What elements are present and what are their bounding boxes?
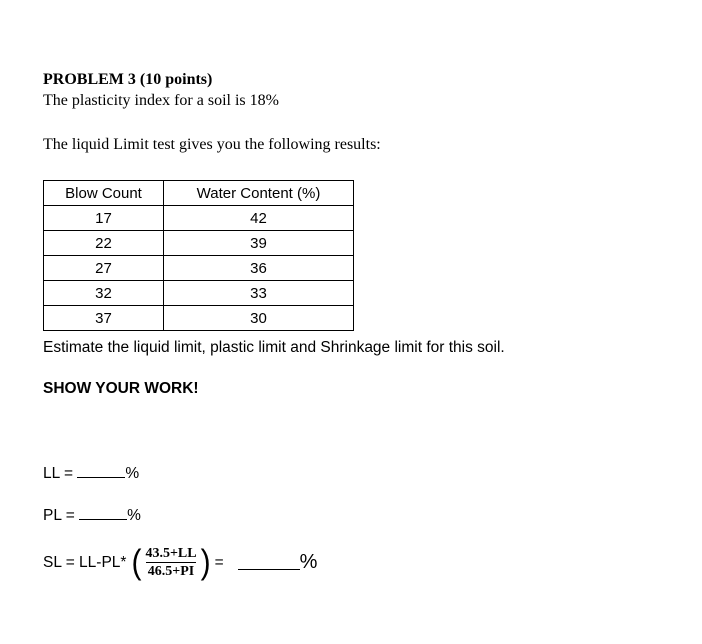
pl-label: PL = xyxy=(43,507,75,524)
ll-label: LL = xyxy=(43,465,74,482)
water-content-cell: 30 xyxy=(164,306,354,331)
pl-blank[interactable] xyxy=(79,505,127,520)
sl-equals: = xyxy=(214,553,224,571)
header-blow-count: Blow Count xyxy=(44,181,164,206)
blow-count-cell: 32 xyxy=(44,281,164,306)
sl-denominator: 46.5+PI xyxy=(147,564,195,579)
sl-numerator: 43.5+LL xyxy=(145,546,197,561)
table-row xyxy=(44,206,354,231)
shrinkage-limit-answer-line xyxy=(43,542,318,581)
sl-fraction xyxy=(143,545,198,580)
table-row xyxy=(44,231,354,256)
pl-percent: % xyxy=(127,507,141,524)
water-content-cell: 36 xyxy=(164,256,354,281)
plasticity-index-statement: The plasticity index for a soil is 18% xyxy=(43,92,279,109)
ll-blank[interactable] xyxy=(77,463,125,478)
header-water-content: Water Content (%) xyxy=(164,181,354,206)
water-content-cell: 39 xyxy=(164,231,354,256)
water-content-cell: 42 xyxy=(164,206,354,231)
sl-label: SL = LL-PL* xyxy=(43,553,127,571)
estimate-instruction: Estimate the liquid limit, plastic limit and Shrinkage limit for this soil. xyxy=(43,339,505,356)
plastic-limit-answer-line xyxy=(43,505,141,525)
blow-count-cell: 22 xyxy=(44,231,164,256)
table-row xyxy=(44,306,354,331)
table-row xyxy=(44,281,354,306)
liquid-limit-answer-line xyxy=(43,463,139,483)
liquid-limit-test-statement: The liquid Limit test gives you the following results: xyxy=(43,136,381,153)
blow-count-cell: 27 xyxy=(44,256,164,281)
show-work-heading: SHOW YOUR WORK! xyxy=(43,380,199,397)
sl-percent: % xyxy=(299,551,318,573)
table-row xyxy=(44,256,354,281)
water-content-cell: 33 xyxy=(164,281,354,306)
liquid-limit-results-table xyxy=(43,180,354,331)
left-paren: ( xyxy=(131,542,142,581)
problem-title: PROBLEM 3 (10 points) xyxy=(43,71,213,88)
ll-percent: % xyxy=(125,465,140,482)
table-header-row xyxy=(44,181,354,206)
blow-count-cell: 17 xyxy=(44,206,164,231)
blow-count-cell: 37 xyxy=(44,306,164,331)
right-paren: ) xyxy=(200,542,211,581)
sl-blank[interactable] xyxy=(238,555,300,570)
